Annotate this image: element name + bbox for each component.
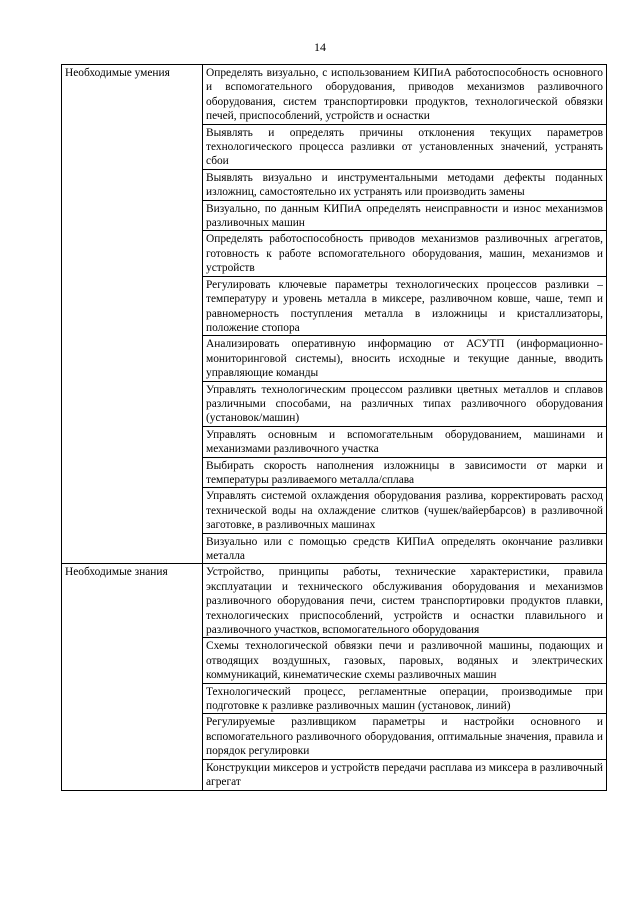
skill-item: Определять работоспособность приводов механизмов разливочных агрегатов, готовность к работе вспомогательного оборудования, машин, механизмов и устройств bbox=[203, 231, 607, 276]
skill-item: Управлять технологическим процессом разливки цветных металлов и сплавов различными способами, на различных типах разливочного оборудования (установок/машин) bbox=[203, 381, 607, 426]
skill-item: Регулировать ключевые параметры технологических процессов разливки – температуру и уровень металла в миксере, разливочном ковше, чаше, темп и равномерность поступления металла в изложницы и кристаллизаторы, положение стопора bbox=[203, 276, 607, 336]
knowledge-item: Устройство, принципы работы, технические характеристики, правила эксплуатации и технического обслуживания оборудования и механизмов разливочного оборудования печи, систем транспортировки продуктов плавки, технологических приспособлений, устройств и оснастки плавильного и разливочного участков, вспомогательного оборудования bbox=[203, 564, 607, 638]
knowledge-item: Схемы технологической обвязки печи и разливочной машины, подающих и отводящих воздушных, газовых, паровых, водяных и электрических коммуникаций, кинематические схемы разливочных машин bbox=[203, 638, 607, 683]
skill-item: Управлять системой охлаждения оборудования разлива, корректировать расход технической воды на охлаждение слитков (чушек/вайербарсов) в разливочной заготовке, в разливочных машинах bbox=[203, 488, 607, 533]
skill-item: Выявлять визуально и инструментальными методами дефекты поданных изложниц, самостоятельно их устранять или производить замены bbox=[203, 169, 607, 200]
table-row bbox=[62, 564, 607, 638]
page-number: 14 bbox=[314, 40, 326, 54]
knowledge-item: Регулируемые разливщиком параметры и настройки основного и вспомогательного разливочного оборудования, оптимальные значения, правила и порядок регулировки bbox=[203, 714, 607, 759]
skill-item: Управлять основным и вспомогательным оборудованием, машинами и механизмами разливочного участка bbox=[203, 426, 607, 457]
skill-item: Выявлять и определять причины отклонения текущих параметров технологического процесса разливки от установленных значений, устранять сбои bbox=[203, 124, 607, 169]
section-label-skills: Необходимые умения bbox=[62, 65, 203, 564]
table-row bbox=[62, 65, 607, 125]
skill-item: Выбирать скорость наполнения изложницы в зависимости от марки и температуры разливаемого металла/сплава bbox=[203, 457, 607, 488]
competency-table bbox=[61, 64, 607, 791]
skill-item: Визуально или с помощью средств КИПиА определять окончание разливки металла bbox=[203, 533, 607, 564]
section-label-knowledge: Необходимые знания bbox=[62, 564, 203, 790]
knowledge-item: Конструкции миксеров и устройств передачи расплава из миксера в разливочный агрегат bbox=[203, 759, 607, 790]
skill-item: Визуально, по данным КИПиА определять неисправности и износ механизмов разливочных машин bbox=[203, 200, 607, 231]
knowledge-item: Технологический процесс, регламентные операции, производимые при подготовке к разливке разливочных машин (установок, линий) bbox=[203, 683, 607, 714]
skill-item: Анализировать оперативную информацию от АСУТП (информационно-мониторинговой системы), вносить исходные и текущие данные, вводить управляющие команды bbox=[203, 336, 607, 381]
skill-item: Определять визуально, с использованием КИПиА работоспособность основного и вспомогательного оборудования, приводов механизмов разливочного оборудования, систем транспортировки продуктов, технологической обвязки печей, приспособлений, устройств и оснастки bbox=[203, 65, 607, 125]
